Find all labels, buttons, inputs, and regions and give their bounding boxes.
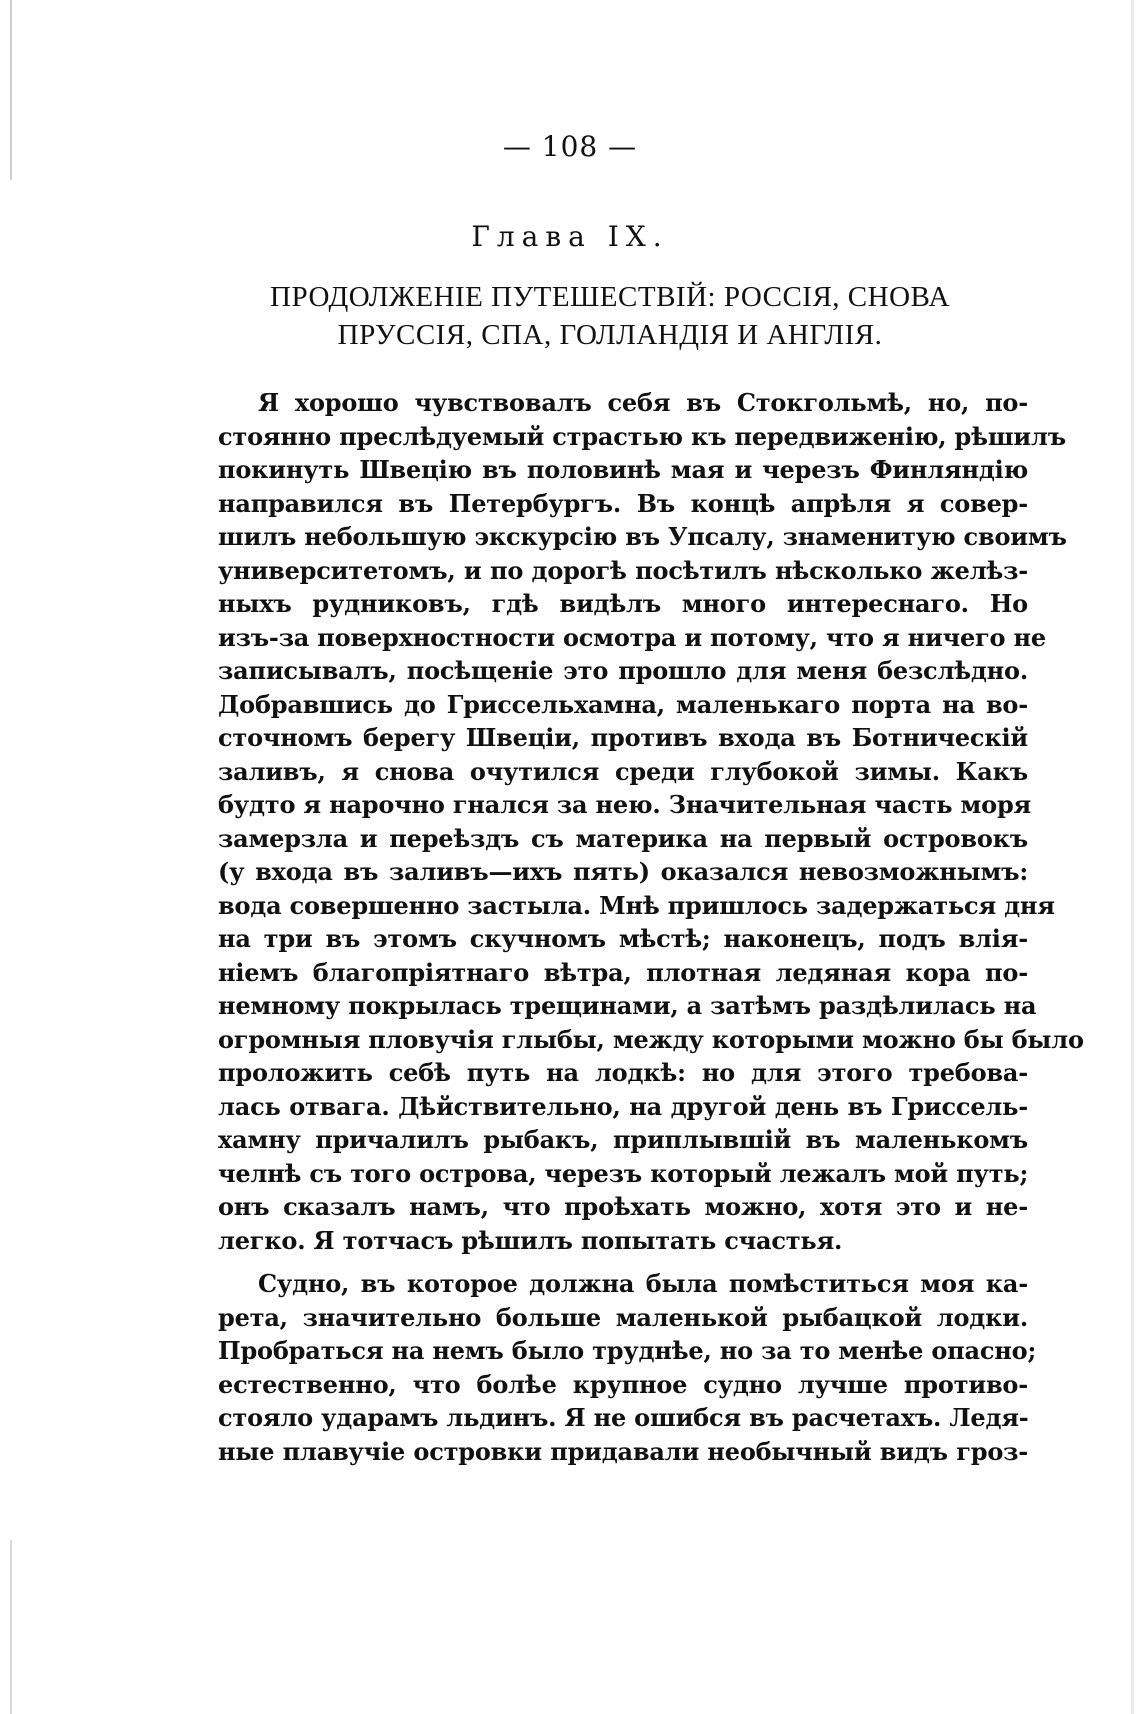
text-line: изъ-за поверхностности осмотра и потому, что я ничего не <box>218 622 1046 652</box>
text-line: хамну причалилъ рыбакъ, приплывшiй въ маленькомъ <box>218 1125 1028 1154</box>
chapter-title <box>200 278 1020 354</box>
scan-edge-line <box>10 1540 12 1714</box>
text-line: Я хорошо чувствовалъ себя въ Стокгольмѣ, но, по- <box>258 388 1028 417</box>
text-line: (у входа въ заливъ—ихъ пять) оказался невозможнымъ: <box>218 857 1028 886</box>
chapter-title-line: ПРОДОЛЖЕНIЕ ПУТЕШЕСТВIЙ: РОССIЯ, СНОВА <box>270 281 950 313</box>
text-line: на три въ этомъ скучномъ мѣстѣ; наконецъ, подъ влiя- <box>218 924 1028 953</box>
text-line: ные плавучiе островки придавали необычный видъ гроз- <box>218 1436 1028 1466</box>
text-line: легко. Я тотчасъ рѣшилъ попытать счастья. <box>218 1225 843 1255</box>
text-line: рета, значительно больше маленькой рыбацкой лодки. <box>218 1302 1028 1332</box>
chapter-heading: Глава IX. <box>471 220 669 253</box>
text-line: ныхъ рудниковъ, гдѣ видѣлъ много интереснаго. Но <box>218 589 1028 618</box>
page-number: — 108 — <box>502 130 638 163</box>
text-line: Судно, въ которое должна была помѣститься моя ка- <box>258 1269 1028 1298</box>
chapter-title-line: ПРУССIЯ, СПА, ГОЛЛАНДIЯ И АНГЛIЯ. <box>337 319 883 351</box>
text-line: проложить себѣ путь на лодкѣ: но для этого требова- <box>218 1058 1028 1087</box>
text-line: огромныя пловучiя глыбы, между которыми можно бы было <box>218 1024 1084 1054</box>
text-line: лась отвага. Дѣйствительно, на другой день въ Гриссель- <box>218 1091 1028 1121</box>
text-line: Добравшись до Гриссельхамна, маленькаго порта на во- <box>218 689 1028 719</box>
text-line: вода совершенно застыла. Мнѣ пришлось задержаться дня <box>218 890 1055 920</box>
text-line: направился въ Петербургъ. Въ концѣ апрѣля я совер- <box>218 488 1028 518</box>
paragraph-1 <box>218 386 1084 1257</box>
text-line: заливъ, я снова очутился среди глубокой зимы. Какъ <box>218 756 1028 786</box>
text-line: челнѣ съ того острова, черезъ который лежалъ мой путь; <box>218 1158 1029 1188</box>
text-line: покинуть Швецiю въ половинѣ мая и черезъ Финляндiю <box>218 455 1028 484</box>
paragraph-gap <box>218 1257 1028 1267</box>
text-line: немному покрылась трещинами, а затѣмъ раздѣлилась на <box>218 991 1037 1020</box>
text-line: замерзла и переѣздъ съ материка на первый островокъ <box>218 823 1028 853</box>
paragraph-2 <box>218 1267 1037 1468</box>
text-line: университетомъ, и по дорогѣ посѣтилъ нѣсколько желѣз- <box>218 555 1028 585</box>
text-line: онъ сказалъ намъ, что проѣхать можно, хотя это и не- <box>218 1192 1028 1221</box>
text-line: естественно, что болѣе крупное судно лучше противо- <box>218 1369 1028 1399</box>
text-line: записывалъ, посѣщенiе это прошло для меня безслѣдно. <box>218 656 1028 685</box>
body-text <box>218 386 1084 1468</box>
text-line: стоянно преслѣдуемый страстью къ передвиженiю, рѣшилъ <box>218 421 1066 451</box>
text-line: будто я нарочно гнался за нею. Значительная часть моря <box>218 790 1032 819</box>
scan-edge-shadow <box>1131 0 1134 1714</box>
text-line: Пробраться на немъ было труднѣе, но за то менѣе опасно; <box>218 1336 1037 1365</box>
text-line: стояло ударамъ льдинъ. Я не ошибся въ расчетахъ. Ледя- <box>218 1403 1029 1432</box>
text-line: нiемъ благопрiятнаго вѣтра, плотная ледяная кора по- <box>218 957 1028 987</box>
text-line: шилъ небольшую экскурсiю въ Упсалу, знаменитую своимъ <box>218 522 1067 551</box>
text-line: сточномъ берегу Швецiи, противъ входа въ Ботническiй <box>218 723 1028 752</box>
